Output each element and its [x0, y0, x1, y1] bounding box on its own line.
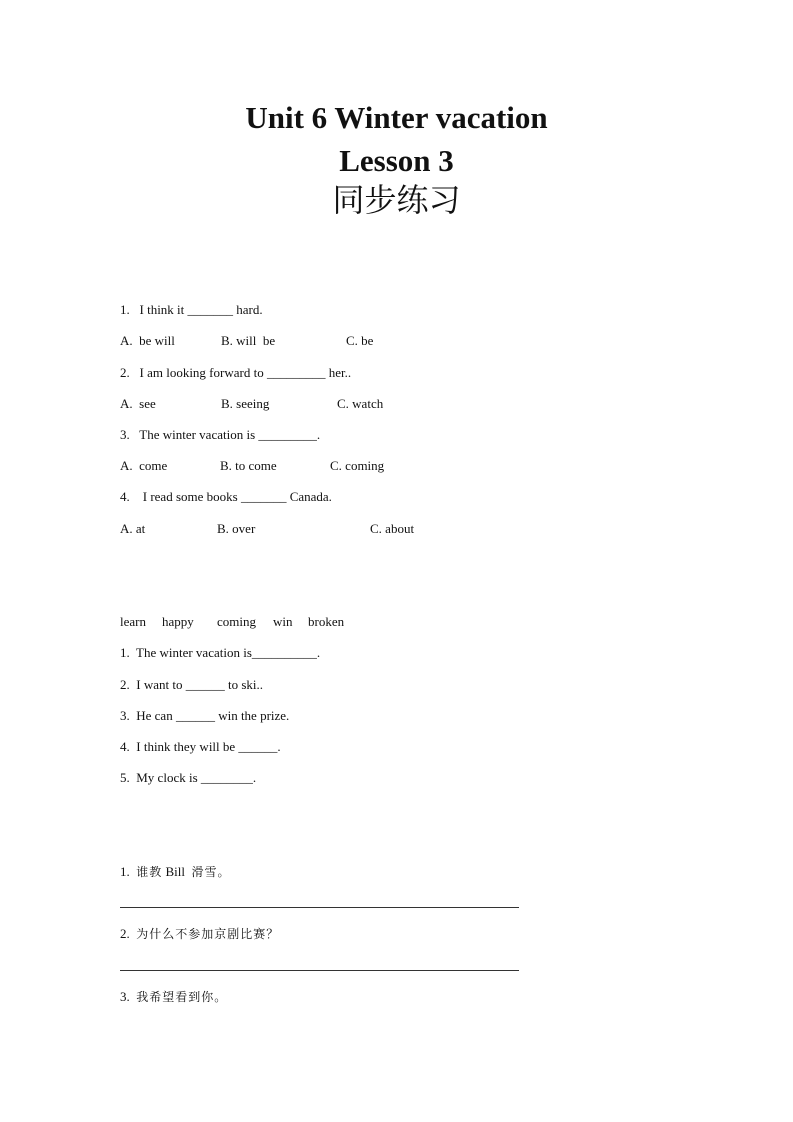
translate-item-2: 2. 为什么不参加京剧比赛？	[120, 926, 280, 941]
q2-option-c: C. watch	[337, 396, 384, 411]
fill-item-5: 5. My clock is ________.	[120, 770, 257, 785]
q3-option-b: B. to come	[220, 458, 277, 473]
q1-option-b: B. will be	[221, 333, 276, 348]
word-bank-happy: happy	[162, 614, 194, 629]
question-3: 3. The winter vacation is _________.	[120, 427, 321, 442]
q4-option-c: C. about	[370, 521, 415, 536]
answer-line-1	[120, 907, 519, 908]
lesson-title: Lesson 3	[339, 143, 454, 178]
q3-option-a: A. come	[120, 458, 168, 473]
q4-option-b: B. over	[217, 521, 256, 536]
q1-option-a: A. be will	[120, 333, 175, 348]
word-bank-learn: learn	[120, 614, 146, 629]
translate-item-1: 1. 谁教 Bill 滑雪。	[120, 864, 231, 879]
fill-item-2: 2. I want to ______ to ski..	[120, 677, 263, 692]
q2-option-a: A. see	[120, 396, 156, 411]
word-bank-coming: coming	[217, 614, 256, 629]
fill-item-4: 4. I think they will be ______.	[120, 739, 281, 754]
fill-item-3: 3. He can ______ win the prize.	[120, 708, 290, 723]
answer-line-2	[120, 970, 519, 971]
question-2: 2. I am looking forward to _________ her..	[120, 365, 352, 380]
q3-option-c: C. coming	[330, 458, 385, 473]
page-title: Unit 6 Winter vacation	[245, 100, 548, 135]
word-bank-broken: broken	[308, 614, 345, 629]
question-1: 1. I think it _______ hard.	[120, 302, 263, 317]
question-4: 4. I read some books _______ Canada.	[120, 489, 332, 504]
q2-option-b: B. seeing	[221, 396, 270, 411]
translate-item-3: 3. 我希望看到你。	[120, 989, 228, 1004]
word-bank-win: win	[273, 614, 293, 629]
q1-option-c: C. be	[346, 333, 374, 348]
fill-item-1: 1. The winter vacation is__________.	[120, 645, 321, 660]
q4-option-a: A. at	[120, 521, 146, 536]
page-subtitle: 同步练习	[332, 181, 461, 219]
